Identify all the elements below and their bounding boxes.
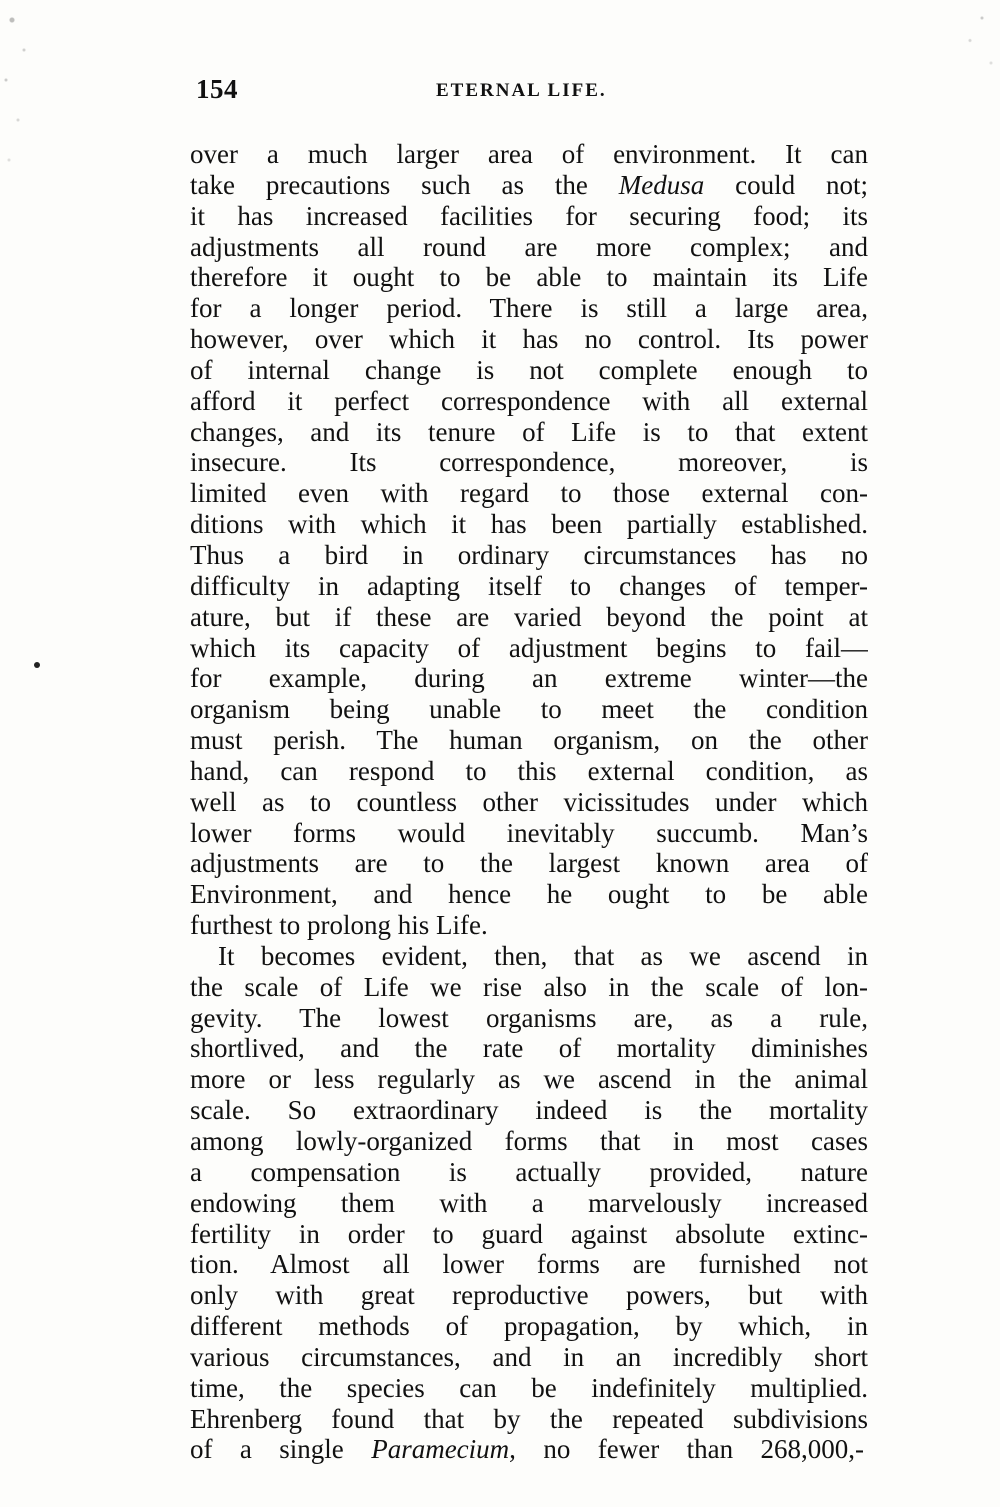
text-line: for example, during an extreme winter—the — [190, 663, 868, 694]
text-segment: no fewer than 268,000,- — [543, 1434, 864, 1465]
text-line: however, over which it has no control. Its power — [190, 324, 868, 355]
text-line: afford it perfect correspondence with all external — [190, 385, 868, 416]
text-line: changes, and its tenure of Life is to that extent — [190, 416, 868, 447]
italic-term: Paramecium, — [371, 1434, 516, 1465]
page-number: 154 — [196, 74, 238, 104]
text-line: furthest to prolong his Life. — [190, 910, 488, 941]
text-line: scale. So extraordinary indeed is the mortality — [190, 1095, 868, 1126]
scan-speckle — [0, 0, 60, 200]
text-segment: take precautions such as the — [190, 169, 619, 200]
body-text — [190, 139, 868, 1465]
text-line: which its capacity of adjustment begins to fail— — [190, 632, 868, 663]
text-line: hand, can respond to this external condition, as — [190, 755, 868, 786]
text-line: Ehrenberg found that by the repeated subdivisions — [190, 1403, 868, 1434]
text-line: tion. Almost all lower forms are furnished not — [190, 1249, 868, 1280]
text-line: must perish. The human organism, on the other — [190, 725, 868, 756]
text-line: lower forms would inevitably succumb. Man’s — [190, 817, 868, 848]
text-line: only with great reproductive powers, but with — [190, 1280, 868, 1311]
text-line: fertility in order to guard against absolute extinc- — [190, 1218, 868, 1249]
text-line: more or less regularly as we ascend in the animal — [190, 1064, 868, 1095]
text-line: gevity. The lowest organisms are, as a rule, — [190, 1002, 868, 1033]
text-line: ature, but if these are varied beyond the point at — [190, 601, 868, 632]
text-line: insecure. Its correspondence, moreover, is — [190, 447, 868, 478]
text-line: of internal change is not complete enough to — [190, 354, 868, 385]
text-line: therefore it ought to be able to maintain its Life — [190, 262, 868, 293]
text-line: limited even with regard to those external con- — [190, 478, 868, 509]
text-line: shortlived, and the rate of mortality diminishes — [190, 1033, 868, 1064]
text-line — [190, 1434, 868, 1465]
text-line: ditions with which it has been partially established. — [190, 509, 868, 540]
italic-term: Medusa — [618, 169, 705, 200]
text-line: it has increased facilities for securing food; its — [190, 200, 868, 231]
text-line: time, the species can be indefinitely multiplied. — [190, 1372, 868, 1403]
ink-mark — [34, 662, 40, 668]
text-line: Environment, and hence he ought to be able — [190, 879, 868, 910]
text-line: adjustments are to the largest known area of — [190, 848, 868, 879]
text-line: difficulty in adapting itself to changes of temper- — [190, 570, 868, 601]
text-line: the scale of Life we rise also in the scale of lon- — [190, 971, 868, 1002]
text-line: among lowly-organized forms that in most cases — [190, 1126, 868, 1156]
text-line: various circumstances, and in an incredibly short — [190, 1341, 868, 1372]
text-line: well as to countless other vicissitudes under which — [190, 786, 868, 817]
page-header — [196, 74, 866, 114]
scan-speckle — [940, 0, 1000, 90]
text-line: endowing them with a marvelously increased — [190, 1187, 868, 1218]
text-segment: of a single — [190, 1434, 372, 1465]
text-line: organism being unable to meet the condition — [190, 694, 868, 725]
running-title: ETERNAL LIFE. — [436, 80, 607, 101]
text-line: different methods of propagation, by which, in — [190, 1311, 868, 1342]
text-line: a compensation is actually provided, nature — [190, 1156, 868, 1187]
text-line — [190, 170, 868, 201]
text-line: It becomes evident, then, that as we ascend in — [218, 940, 868, 971]
text-line: adjustments all round are more complex; and — [190, 231, 868, 262]
text-line: over a much larger area of environment. It can — [190, 139, 868, 169]
text-line: Thus a bird in ordinary circumstances has no — [190, 539, 868, 570]
text-line: for a longer period. There is still a large area, — [190, 293, 868, 324]
text-segment: could not; — [704, 169, 868, 200]
